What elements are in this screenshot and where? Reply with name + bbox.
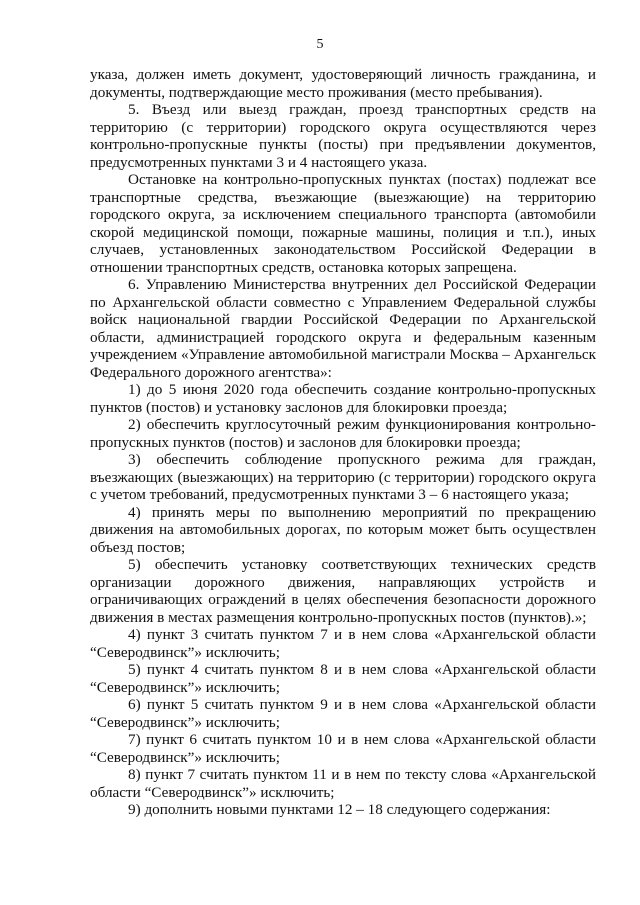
paragraph-1: указа, должен иметь документ, удостоверяющий личность гражданина, и документы, подтверждающие место проживания (место пребывания). [90, 66, 596, 101]
amendment-item-4: 4) пункт 3 считать пунктом 7 и в нем слова «Архангельской области “Северодвинск”» исключить; [90, 626, 596, 661]
amendment-item-5: 5) пункт 4 считать пунктом 8 и в нем слова «Архангельской области “Северодвинск”» исключить; [90, 661, 596, 696]
page-number: 5 [316, 37, 324, 52]
paragraph-2: 5. Въезд или выезд граждан, проезд транспортных средств на территорию (с территории) городского округа осуществляются через контрольно-пропускные пункты (посты) при предъявлении документов, предусмотренных пунктами 3 и 4 настоящего указа. [90, 101, 596, 171]
list-item-1: 1) до 5 июня 2020 года обеспечить создание контрольно-пропускных пунктов (постов) и установку заслонов для блокировки проезда; [90, 381, 596, 416]
amendment-item-8: 8) пункт 7 считать пунктом 11 и в нем по тексту слова «Архангельской области “Северодвинск”» исключить; [90, 766, 596, 801]
amendment-item-7: 7) пункт 6 считать пунктом 10 и в нем слова «Архангельской области “Северодвинск”» исключить; [90, 731, 596, 766]
list-item-2: 2) обеспечить круглосуточный режим функционирования контрольно-пропускных пунктов (постов) и заслонов для блокировки проезда; [90, 416, 596, 451]
amendment-item-9: 9) дополнить новыми пунктами 12 – 18 следующего содержания: [128, 801, 551, 818]
list-item-4: 4) принять меры по выполнению мероприятий по прекращению движения на автомобильных дорогах, по которым может быть осуществлен объезд постов; [90, 503, 596, 556]
amendment-item-6: 6) пункт 5 считать пунктом 9 и в нем слова «Архангельской области “Северодвинск”» исключить; [90, 696, 596, 731]
paragraph-4: 6. Управлению Министерства внутренних дел Российской Федерации по Архангельской области совместно с Управлением Федеральной службы войск национальной гвардии Российской Федерации по Архангельской области, администрацией городского округа и федеральным казенным учреждением «Управление автомобильной магистрали Москва – Архангельск Федерального дорожного агентства»: [90, 276, 596, 381]
list-item-5: 5) обеспечить установку соответствующих технических средств организации дорожного движения, направляющих устройств и ограничивающих ограждений в целях обеспечения безопасности дорожного движения в местах размещения контрольно-пропускных постов (пунктов).»; [90, 556, 596, 626]
list-item-3: 3) обеспечить соблюдение пропускного режима для граждан, въезжающих (выезжающих) на территорию (с территории) городского округа с учетом требований, предусмотренных пунктами 3 – 6 настоящего указа; [90, 451, 596, 503]
document-body [90, 66, 596, 819]
paragraph-3: Остановке на контрольно-пропускных пунктах (постах) подлежат все транспортные средства, въезжающие (выезжающие) на территорию городского округа, за исключением специального транспорта (автомобили скорой медицинской помощи, пожарные машины, полиция и т.п.), иных случаев, установленных законодательством Российской Федерации в отношении транспортных средств, остановка которых запрещена. [90, 171, 596, 276]
